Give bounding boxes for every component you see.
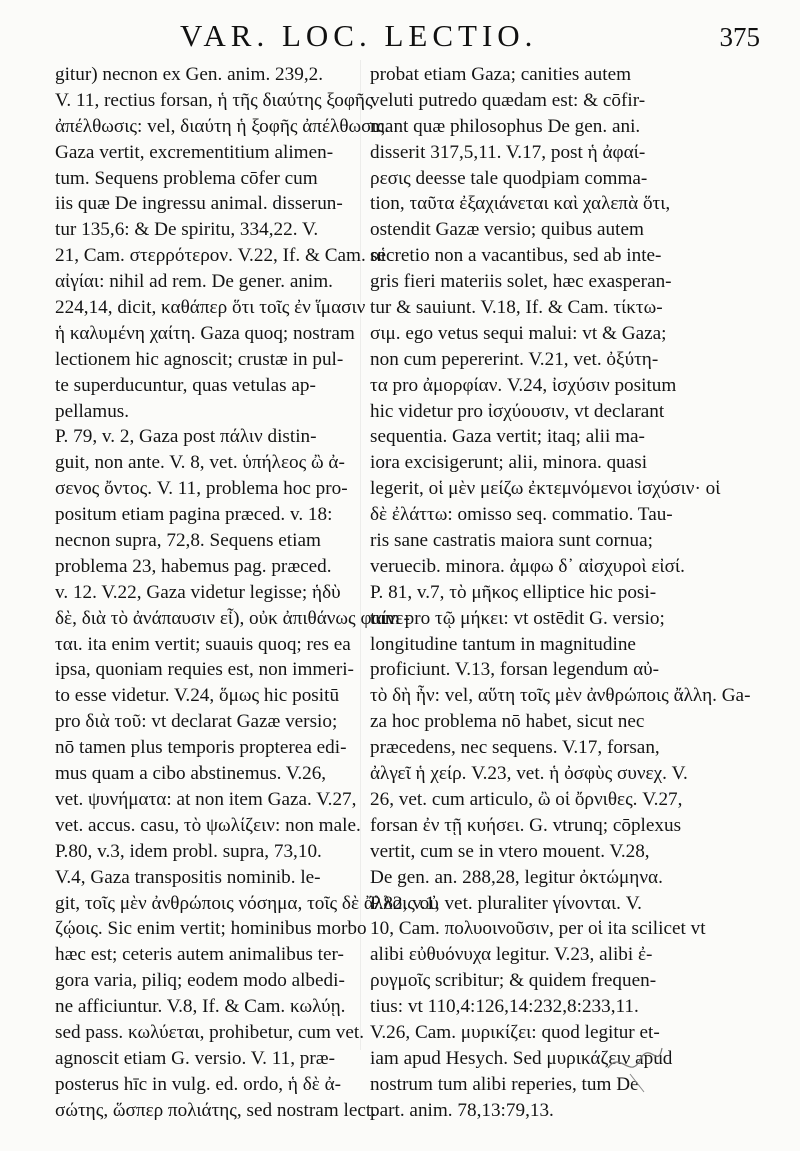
text-line: part. anim. 78,13:79,13. <box>370 1099 554 1121</box>
text-line: proficiunt. V.13, forsan legendum αὐ- <box>370 659 660 681</box>
text-line: posterus hīc in vulg. ed. ordo, ἡ δὲ ἀ- <box>55 1073 342 1095</box>
text-line: sequentia. Gaza vertit; itaq; alii ma- <box>370 426 645 448</box>
text-line: to esse videtur. V.24, ὅμως hic positū <box>55 685 340 707</box>
text-line: te superducuntur, quas vetulas ap- <box>55 374 316 396</box>
text-line: nō tamen plus temporis propterea edi- <box>55 737 347 759</box>
text-line: git, τοῖς μὲν ἀνθρώποις νόσημα, τοῖς δὲ ἄλλοις οὐ <box>55 892 439 914</box>
text-line: δὲ ἐλάττω: omisso seq. commatio. Tau- <box>370 504 673 526</box>
text-line: pellamus. <box>55 400 130 422</box>
text-line: forsan ἐν τῇ κυήσει. G. vtrunq; cōplexus <box>370 814 682 836</box>
text-line: V.26, Cam. μυρικίζει: quod legitur et- <box>370 1021 660 1043</box>
right-text-column <box>370 62 751 1121</box>
text-line: alibi εὐθυόνυχα legitur. V.23, alibi ἐ- <box>370 944 653 966</box>
text-line: ἀπέλθωσις: vel, διαύτη ἡ ξοφῆς ἀπέλθωσις. <box>55 115 390 137</box>
text-line: De gen. an. 288,28, legitur ὀκτώμηνα. <box>370 866 663 888</box>
text-line: iis quæ De ingressu animal. disserun- <box>55 193 343 215</box>
text-line: za hoc problema nō habet, sicut nec <box>370 711 645 733</box>
page-header <box>60 16 760 56</box>
text-line: vet. ψυνήματα: at non item Gaza. V.27, <box>55 788 357 810</box>
text-line: tur & sauiunt. V.18, If. & Cam. τίκτω- <box>370 297 663 319</box>
text-line: tur 135,6: & De spiritu, 334,22. V. <box>55 219 319 241</box>
text-line: P. 81, v.7, τὸ μῆκος elliptice hic posi- <box>370 581 657 603</box>
text-line: 224,14, dicit, καθάπερ ὅτι τοῖς ἐν ἵμασιν <box>55 297 366 319</box>
text-line: nostrum tum alibi reperies, tum De <box>370 1073 639 1095</box>
text-line: secretio non a vacantibus, sed ab inte- <box>370 245 662 267</box>
text-line: δὲ, διὰ τὸ ἀνάπαυσιν εἶ), οὐκ ἀπιθάνως φαίνε- <box>55 607 410 629</box>
running-head: VAR. LOC. LECTIO. <box>180 18 538 53</box>
text-line: 21, Cam. στερρότερον. V.22, If. & Cam. αἱ <box>55 245 386 267</box>
text-line: mus quam a cibo abstinemus. V.26, <box>55 763 327 785</box>
text-line: legerit, οἱ μὲν μείζω ἐκτεμνόμενοι ἰσχύσιν· οἱ <box>370 478 721 500</box>
text-line: P.80, v.3, idem probl. supra, 73,10. <box>55 840 322 862</box>
text-line: τὸ δὴ ἦν: vel, αὕτη τοῖς μὲν ἀνθρώποις ἄλλη. Ga- <box>370 685 751 707</box>
text-line: τα pro ἀμορφίαν. V.24, ἰσχύσιν positum <box>370 374 677 396</box>
text-line: non cum pepererint. V.21, vet. ὀξύτη- <box>370 348 659 370</box>
text-line: 26, vet. cum articulo, ὢ οἱ ὄρνιθες. V.27, <box>370 788 683 810</box>
text-line: P. 79, v. 2, Gaza post πάλιν distin- <box>55 426 317 448</box>
text-line: tum pro τῷ μήκει: vt ostēdit G. versio; <box>370 607 665 629</box>
text-line: sed pass. κωλύεται, prohibetur, cum vet. <box>55 1021 364 1043</box>
text-line: problema 23, habemus pag. præced. <box>55 555 332 577</box>
text-line: gora varia, piliq; eodem modo albedi- <box>55 970 345 992</box>
text-line: V. 11, rectius forsan, ἡ τῆς διαύτης ξοφῆς <box>55 89 373 111</box>
text-line: lectionem hic agnoscit; crustæ in pul- <box>55 348 344 370</box>
text-line: gris fieri materiis solet, hæc exasperan- <box>370 271 672 293</box>
text-line: v. 12. V.22, Gaza videtur legisse; ἡδὺ <box>55 581 341 603</box>
text-line: σιμ. ego vetus sequi malui: vt & Gaza; <box>370 322 667 344</box>
text-line: hic videtur pro ἰσχύουσιν, vt declarant <box>370 400 665 422</box>
left-text-column <box>55 62 439 1121</box>
text-line: pro διὰ τοῦ: vt declarat Gazæ versio; <box>55 711 338 733</box>
text-line: tius: vt 110,4:126,14:232,8:233,11. <box>370 996 639 1018</box>
text-line: P.82, v.1, vet. pluraliter γίνονται. V. <box>370 892 642 914</box>
text-line: ne afficiuntur. V.8, If. & Cam. κωλύῃ. <box>55 996 346 1018</box>
text-line: 10, Cam. πολυοινοῦσιν, per οἱ ita scilicet vt <box>370 918 706 940</box>
text-line: ται. ita enim vertit; suauis quoq; res ea <box>55 633 351 655</box>
text-line: iora excisigerunt; alii, minora. quasi <box>370 452 648 474</box>
text-line: præcedens, nec sequens. V.17, forsan, <box>370 737 660 759</box>
text-line: iam apud Hesych. Sed μυρικάζειν apud <box>370 1047 673 1069</box>
text-line: positum etiam pagina præced. v. 18: <box>55 504 333 526</box>
text-line: ἡ καλυμένη χαίτη. Gaza quoq; nostram <box>55 322 355 344</box>
text-line: necnon supra, 72,8. Sequens etiam <box>55 530 321 552</box>
text-line: veruecib. minora. ἀμφω δ᾽ αἰσχυροὶ εἰσί. <box>370 555 685 577</box>
text-line: ris sane castratis maiora sunt cornua; <box>370 530 653 552</box>
text-line: disserit 317,5,11. V.17, post ἡ ἀφαί- <box>370 141 646 163</box>
text-line: ζῴοις. Sic enim vertit; hominibus morbo <box>55 918 367 940</box>
text-line: mant quæ philosophus De gen. ani. <box>370 115 641 137</box>
text-line: vertit, cum se in vtero mouent. V.28, <box>370 840 650 862</box>
text-line: agnoscit etiam G. versio. V. 11, præ- <box>55 1047 335 1069</box>
text-line: guit, non ante. V. 8, vet. ὑπήλεος ὢ ἀ- <box>55 452 345 474</box>
text-line: σώτης, ὥσπερ πολιάτης, sed nostram lect. <box>55 1099 376 1121</box>
text-line: vet. accus. casu, τὸ ψωλίζειν: non male. <box>55 814 361 836</box>
text-line: ostendit Gazæ versio; quibus autem <box>370 219 644 241</box>
text-line: longitudine tantum in magnitudine <box>370 633 636 655</box>
text-line: ρεσις deesse tale quodpiam comma- <box>370 167 648 189</box>
text-line: ρυγμοῖς scribitur; & quidem frequen- <box>370 970 657 992</box>
text-line: hæc est; ceteris autem animalibus ter- <box>55 944 344 966</box>
text-line: tion, ταῦτα ἐξαχιάνεται καὶ χαλεπὰ ὅτι, <box>370 193 671 215</box>
text-line: αἰγίαι: nihil ad rem. De gener. anim. <box>55 271 333 293</box>
text-line: σενος ὄντος. V. 11, problema hoc pro- <box>55 478 348 500</box>
text-line: probat etiam Gaza; canities autem <box>370 64 632 85</box>
text-line: veluti putredo quædam est: & cōfir- <box>370 89 646 111</box>
text-line: V.4, Gaza transpositis nominib. le- <box>55 866 321 888</box>
text-line: gitur) necnon ex Gen. anim. 239,2. <box>55 64 324 85</box>
text-line: Gaza vertit, excrementitium alimen- <box>55 141 334 163</box>
text-line: ipsa, quoniam requies est, non immeri- <box>55 659 354 681</box>
page-number: 375 <box>719 22 760 52</box>
text-line: tum. Sequens problema cōfer cum <box>55 167 318 189</box>
text-line: ἀλγεῖ ἡ χείρ. V.23, vet. ἡ ὀσφὺς συνεχ. V. <box>370 763 688 785</box>
ink-flourish-mark <box>600 1040 670 1100</box>
